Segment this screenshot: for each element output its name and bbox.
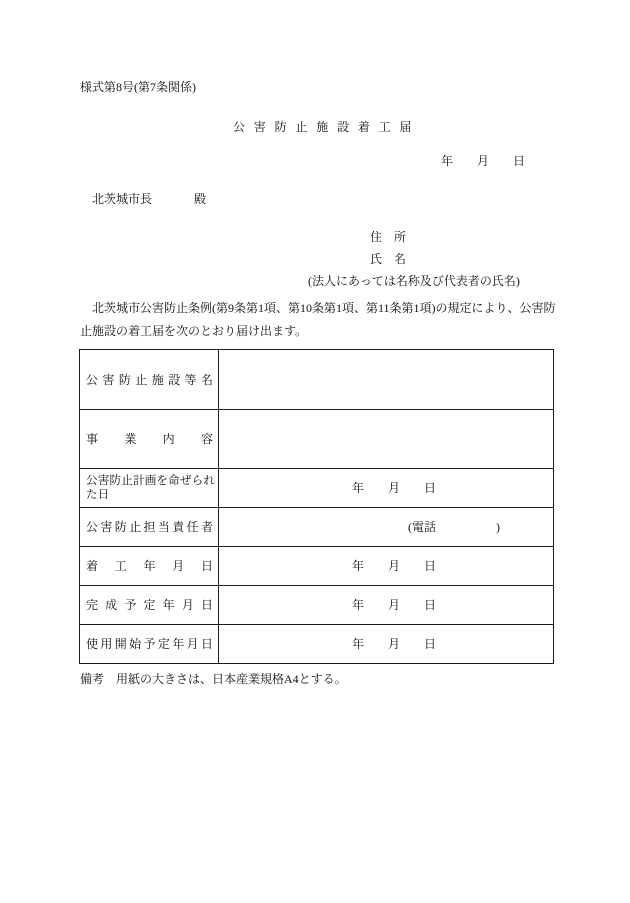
- row-label-cell: [80, 508, 219, 547]
- value-cell: [219, 469, 554, 508]
- addressee-name: 北茨城市長: [92, 192, 153, 206]
- value-business-content: [219, 410, 554, 469]
- label-start-date: 着工年月日: [86, 559, 213, 573]
- table-row-plan-order-date: [80, 469, 554, 508]
- body-text-line: 北茨城市公害防止条例(第9条第1項、第10条第1項、第11条第1項)の規定により、公害防: [80, 301, 556, 315]
- applicant-name-label: 氏 名: [370, 252, 407, 266]
- table-row-manager: [80, 508, 554, 547]
- applicant-address-label: 住 所: [370, 230, 407, 244]
- submission-date: 年 月 日: [441, 154, 526, 168]
- value-cell: [219, 547, 554, 586]
- label-plan-order-date: 公害防止計画を命ぜられた日: [86, 474, 215, 501]
- row-label-cell: [80, 547, 219, 586]
- value-cell: [219, 586, 554, 625]
- addressee-honorific: 殿: [194, 192, 207, 206]
- label-completion-date: 完成予定年月日: [86, 598, 213, 612]
- form-table: [79, 349, 554, 664]
- remarks-note: 備考 用紙の大きさは、日本産業規格A4とする。: [80, 672, 347, 686]
- value-plan-order-date: 年 月 日: [352, 481, 437, 495]
- table-row-facility-name: [80, 350, 554, 410]
- value-use-start-date: 年 月 日: [352, 637, 437, 651]
- table-row-use-start-date: [80, 625, 554, 664]
- table-row-business-content: [80, 410, 554, 469]
- table-row-completion-date: [80, 586, 554, 625]
- form-title: 公害防止施設着工届: [233, 120, 421, 134]
- table-row-start-date: [80, 547, 554, 586]
- value-start-date: 年 月 日: [352, 559, 437, 573]
- label-facility-name: 公害防止施設等名: [86, 372, 213, 387]
- label-use-start-date: 使用開始予定年月日: [86, 637, 213, 651]
- row-label-cell: [80, 586, 219, 625]
- value-cell: [219, 508, 554, 547]
- row-label-cell: [80, 625, 219, 664]
- value-cell: [219, 625, 554, 664]
- applicant-corporate-note: (法人にあっては名称及び代表者の氏名): [308, 274, 520, 288]
- row-label-cell: [80, 469, 219, 508]
- form-number: 様式第8号(第7条関係): [80, 80, 196, 94]
- value-completion-date: 年 月 日: [352, 598, 437, 612]
- row-label-cell: [80, 410, 219, 469]
- label-business-content: 事業内容: [86, 432, 213, 446]
- body-text-line: 止施設の着工届を次のとおり届け出ます。: [80, 324, 308, 338]
- value-facility-name: [219, 350, 554, 410]
- row-label-cell: [80, 350, 219, 410]
- value-manager-phone: (電話 ): [408, 520, 500, 534]
- label-manager: 公害防止担当責任者: [86, 520, 213, 534]
